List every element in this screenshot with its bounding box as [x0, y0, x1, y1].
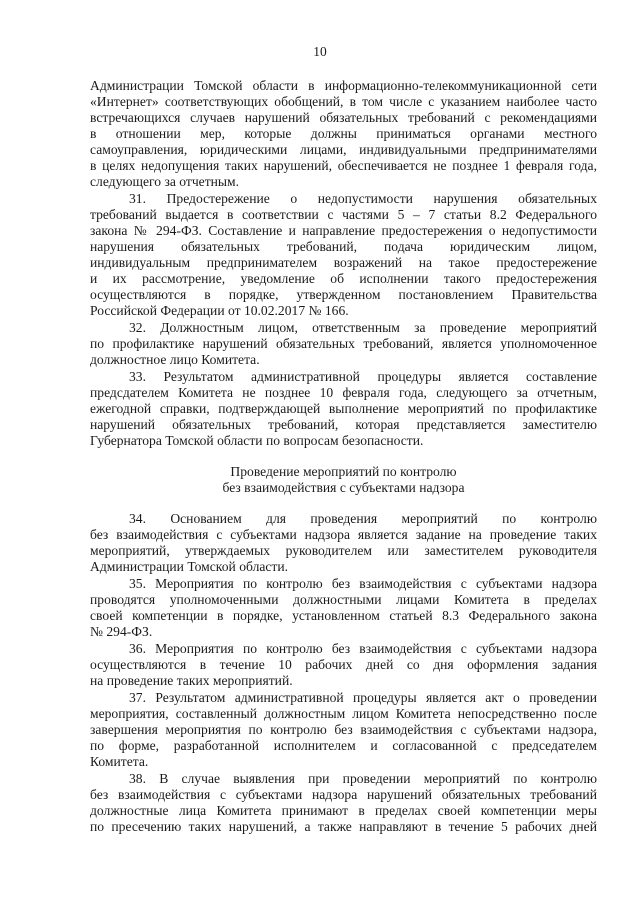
page-number: 10	[313, 44, 327, 59]
paragraph-line: осуществляются в течение 10 рабочих дней со дня оформления задания	[90, 657, 597, 672]
paragraph-line: без взаимодействия с субъектами надзора нарушений обязательных требований	[90, 787, 597, 802]
paragraph-line: по пресечению таких нарушений, а также направляют в течение 5 рабочих дней	[90, 819, 597, 834]
paragraph-line: закона № 294-ФЗ. Составление и направление предостережения о недопустимости	[90, 223, 597, 238]
paragraph-line: 32. Должностным лицом, ответственным за проведение мероприятий	[129, 320, 597, 335]
paragraph-line: № 294-ФЗ.	[90, 624, 153, 639]
paragraph-line: Губернатора Томской области по вопросам безопасности.	[90, 433, 424, 448]
paragraph-line: по форме, разработанной исполнителем и согласованной с председателем	[90, 738, 597, 753]
paragraph-line: 34. Основанием для проведения мероприятий по контролю	[129, 511, 597, 526]
paragraph-line: самоуправления, юридическими лицами, индивидуальными предпринимателями	[90, 142, 597, 157]
paragraph-line: предсдателем Комитета не позднее 10 февраля года, следующего за отчетным,	[90, 385, 597, 400]
paragraph-line: должностные лица Комитета принимают в пределах своей компетенции меры	[90, 803, 597, 818]
paragraph-line: Российской Федерации от 10.02.2017 № 166.	[90, 303, 349, 318]
paragraph-line: без взаимодействия с субъектами надзора является задание на проведение таких	[90, 527, 597, 542]
paragraph-line: Администрации Томской области.	[90, 559, 289, 574]
paragraph-line: требований выдается в соответствии с частями 5 – 7 статьи 8.2 Федерального	[90, 207, 597, 222]
section-heading-line: без взаимодействия с субъектами надзора	[222, 480, 465, 495]
section-heading-line: Проведение мероприятий по контролю	[230, 464, 457, 479]
paragraph-line: 31. Предостережение о недопустимости нарушения обязательных	[129, 191, 597, 206]
paragraph-line: мероприятий, утверждаемых руководителем или заместителем руководителя	[90, 543, 597, 558]
paragraph-line: Комитета.	[90, 754, 149, 769]
paragraph-line: Администрации Томской области в информационно-телекоммуникационной сети	[90, 78, 597, 93]
paragraph-line: 37. Результатом административной процедуры является акт о проведении	[129, 690, 597, 705]
paragraph-line: «Интернет» соответствующих обобщений, в том числе с указанием наиболее часто	[90, 94, 597, 109]
paragraph-line: нарушения обязательных требований, подача юридическим лицом,	[90, 239, 597, 254]
paragraph-line: 36. Мероприятия по контролю без взаимодействия с субъектами надзора	[129, 641, 597, 656]
paragraph-line: встречающихся случаев нарушений обязательных требований с рекомендациями	[90, 110, 597, 125]
paragraph-line: 33. Результатом административной процедуры является составление	[129, 369, 597, 384]
paragraph-line: в отношении мер, которые должны приниматься органами местного	[90, 126, 597, 141]
paragraph-line: ежегодной справки, подтверждающей выполнение мероприятий по профилактике	[90, 401, 597, 416]
paragraph-line: по профилактике нарушений обязательных требований, является уполномоченное	[90, 336, 597, 351]
paragraph-line: на проведение таких мероприятий.	[90, 673, 293, 688]
paragraph-line: в целях недопущения таких нарушений, обеспечивается не позднее 1 февраля года,	[90, 158, 597, 173]
paragraph-line: своей компетенции в порядке, установленном статьей 8.3 Федерального закона	[90, 608, 597, 623]
paragraph-line: завершения мероприятия по контролю без взаимодействия с субъектами надзора,	[90, 722, 597, 737]
paragraph-line: осуществляются в порядке, утвержденном постановлением Правительства	[90, 287, 597, 302]
paragraph-line: следующего за отчетным.	[90, 174, 240, 189]
paragraph-line: мероприятия, составленный должностным лицом Комитета непосредственно после	[90, 706, 597, 721]
paragraph-line: 38. В случае выявления при проведении мероприятий по контролю	[129, 771, 597, 786]
paragraph-line: нарушений обязательных требований, которая представляется заместителю	[90, 417, 597, 432]
paragraph-line: и их рассмотрение, уведомление об исполнении такого предостережения	[90, 271, 597, 286]
paragraph-line: 35. Мероприятия по контролю без взаимодействия с субъектами надзора	[129, 576, 597, 591]
paragraph-line: должностное лицо Комитета.	[90, 352, 260, 367]
paragraph-line: проводятся уполномоченными должностными лицами Комитета в пределах	[90, 592, 597, 607]
paragraph-line: индивидуальным предпринимателем возражений на такое предостережение	[90, 255, 597, 270]
